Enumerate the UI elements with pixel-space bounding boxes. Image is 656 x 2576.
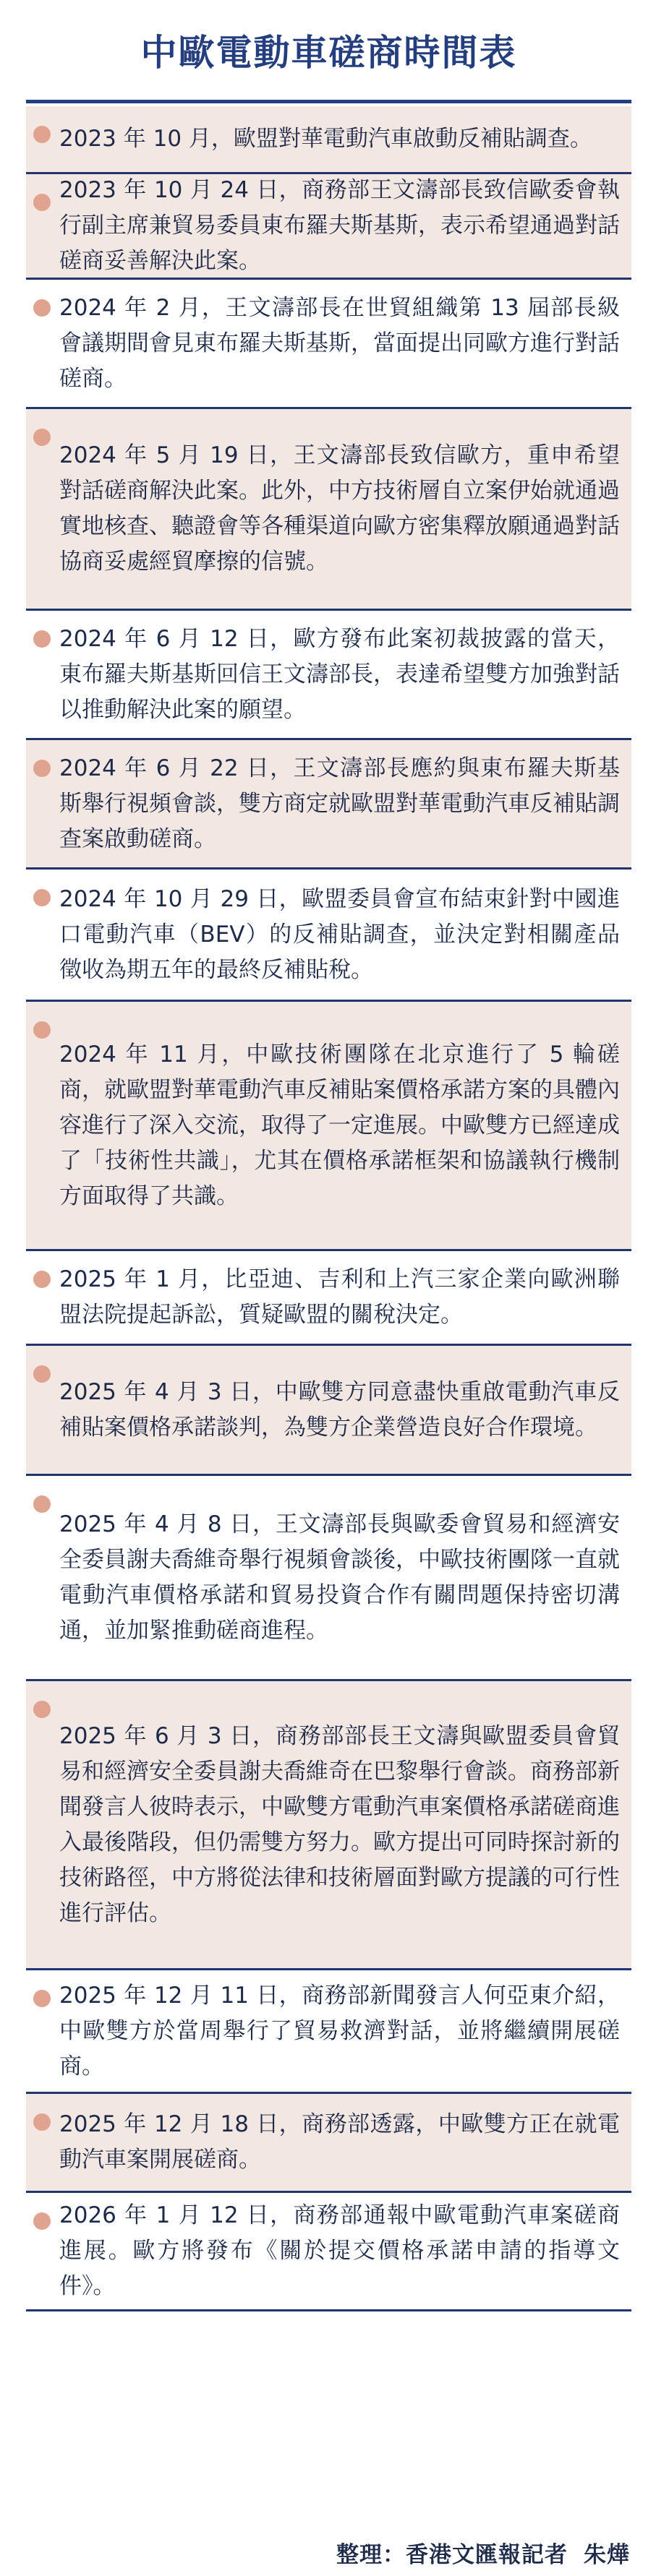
bullet-icon: [33, 194, 51, 211]
reporter-credit: [336, 2536, 630, 2569]
entry-text: 2023 年 10 月，歐盟對華電動汽車啟動反補貼調查。: [59, 126, 592, 152]
entry-text: 2025 年 12 月 11 日，商務部新聞發言人何亞東介紹，中歐雙方於當周舉行了貿易救濟對話，並將繼續開展磋商。: [59, 1982, 620, 2079]
bullet-icon: [33, 1271, 51, 1288]
entry-text: 2024 年 2 月，王文濤部長在世貿組織第 13 屆部長級會議期間會見東布羅夫斯基斯，當面提出同歐方進行對話磋商。: [59, 294, 620, 392]
timeline-entry: [26, 870, 631, 1002]
entry-text: 2025 年 4 月 3 日，中歐雙方同意盡快重啟電動汽車反補貼案價格承諾談判，為雙方企業營造良好合作環境。: [59, 1378, 620, 1441]
entry-text: 2023 年 10 月 24 日，商務部王文濤部長致信歐委會執行副主席兼貿易委員東布羅夫斯基斯，表示希望通過對話磋商妥善解決此案。: [59, 177, 620, 274]
entry-text: 2024 年 11 月，中歐技術團隊在北京進行了 5 輪磋商，就歐盟對華電動汽車反補貼案價格承諾方案的具體內容進行了深入交流，取得了一定進展。中歐雙方已經達成了「技術性共識」，尤其在價格承諾框架和協議執行機制方面取得了共識。: [59, 1041, 620, 1209]
timeline-entry: [26, 106, 631, 174]
timeline-entry: [26, 1002, 631, 1251]
page-title: 中歐電動車磋商時間表: [140, 32, 517, 74]
bullet-icon: [33, 630, 51, 648]
credit-label: 整理：香港文匯報記者: [336, 2542, 568, 2568]
bullet-icon: [33, 760, 51, 777]
entry-text: 2025 年 6 月 3 日，商務部部長王文濤與歐盟委員會貿易和經濟安全委員謝夫喬維奇在巴黎舉行會談。商務部新聞發言人彼時表示，中歐雙方電動汽車案價格承諾磋商進入最後階段，但仍需雙方努力。歐方提出可同時探討新的技術路徑，中方將從法律和技術層面對歐方提議的可行性進行評估。: [59, 1722, 620, 1926]
timeline-entry: [26, 1476, 631, 1681]
bullet-icon: [33, 889, 51, 906]
bullet-icon: [33, 1021, 51, 1039]
bullet-icon: [33, 1990, 51, 2007]
timeline-entry: [26, 174, 631, 280]
entry-text: 2024 年 10 月 29 日，歐盟委員會宣布結束針對中國進口電動汽車（BEV）的反補貼調查，並決定對相關產品徵收為期五年的最終反補貼稅。: [59, 885, 620, 983]
entry-text: 2025 年 4 月 8 日，王文濤部長與歐委會貿易和經濟安全委員謝夫喬維奇舉行視頻會談後，中歐技術團隊一直就電動汽車價格承諾和貿易投資合作有關問題保持密切溝通，並加緊推動磋商進程。: [59, 1511, 620, 1644]
entry-text: 2024 年 6 月 12 日，歐方發布此案初裁披露的當天，東布羅夫斯基斯回信王文濤部長，表達希望雙方加強對話以推動解決此案的願望。: [59, 625, 620, 723]
bullet-icon: [33, 1495, 51, 1513]
timeline-entry: [26, 1251, 631, 1346]
entry-text: 2025 年 1 月，比亞迪、吉利和上汽三家企業向歐洲聯盟法院提起訴訟，質疑歐盟的關稅決定。: [59, 1266, 620, 1328]
bullet-icon: [33, 299, 51, 317]
title-divider: [26, 100, 631, 103]
timeline-entry: [26, 2193, 631, 2311]
timeline-entry: [26, 611, 631, 740]
entry-text: 2024 年 5 月 19 日，王文濤部長致信歐方，重申希望對話磋商解決此案。此外，中方技術層自立案伊始就通過實地核查、聽證會等各種渠道向歐方密集釋放願通過對話協商妥處經貿摩擦的信號。: [59, 442, 620, 575]
entry-text: 2026 年 1 月 12 日，商務部通報中歐電動汽車案磋商進展。歐方將發布《關於提交價格承諾申請的指導文件》。: [59, 2202, 620, 2299]
entry-text: 2025 年 12 月 18 日，商務部透露，中歐雙方正在就電動汽車案開展磋商。: [59, 2111, 620, 2173]
timeline-list: [26, 106, 631, 2311]
timeline-entry: [26, 740, 631, 870]
bullet-icon: [33, 1365, 51, 1383]
timeline-entry: [26, 1346, 631, 1476]
credit-name: 朱燁: [584, 2542, 630, 2568]
timeline-entry: [26, 280, 631, 409]
timeline-entry: [26, 1970, 631, 2094]
timeline-entry: [26, 1681, 631, 1970]
timeline-entry: [26, 409, 631, 611]
entry-text: 2024 年 6 月 22 日，王文濤部長應約與東布羅夫斯基斯舉行視頻會談，雙方商定就歐盟對華電動汽車反補貼調查案啟動磋商。: [59, 755, 620, 852]
timeline-entry: [26, 2094, 631, 2193]
bullet-icon: [33, 126, 51, 143]
bullet-icon: [33, 429, 51, 446]
bullet-icon: [33, 2113, 51, 2131]
bullet-icon: [33, 2212, 51, 2230]
bullet-icon: [33, 1701, 51, 1718]
